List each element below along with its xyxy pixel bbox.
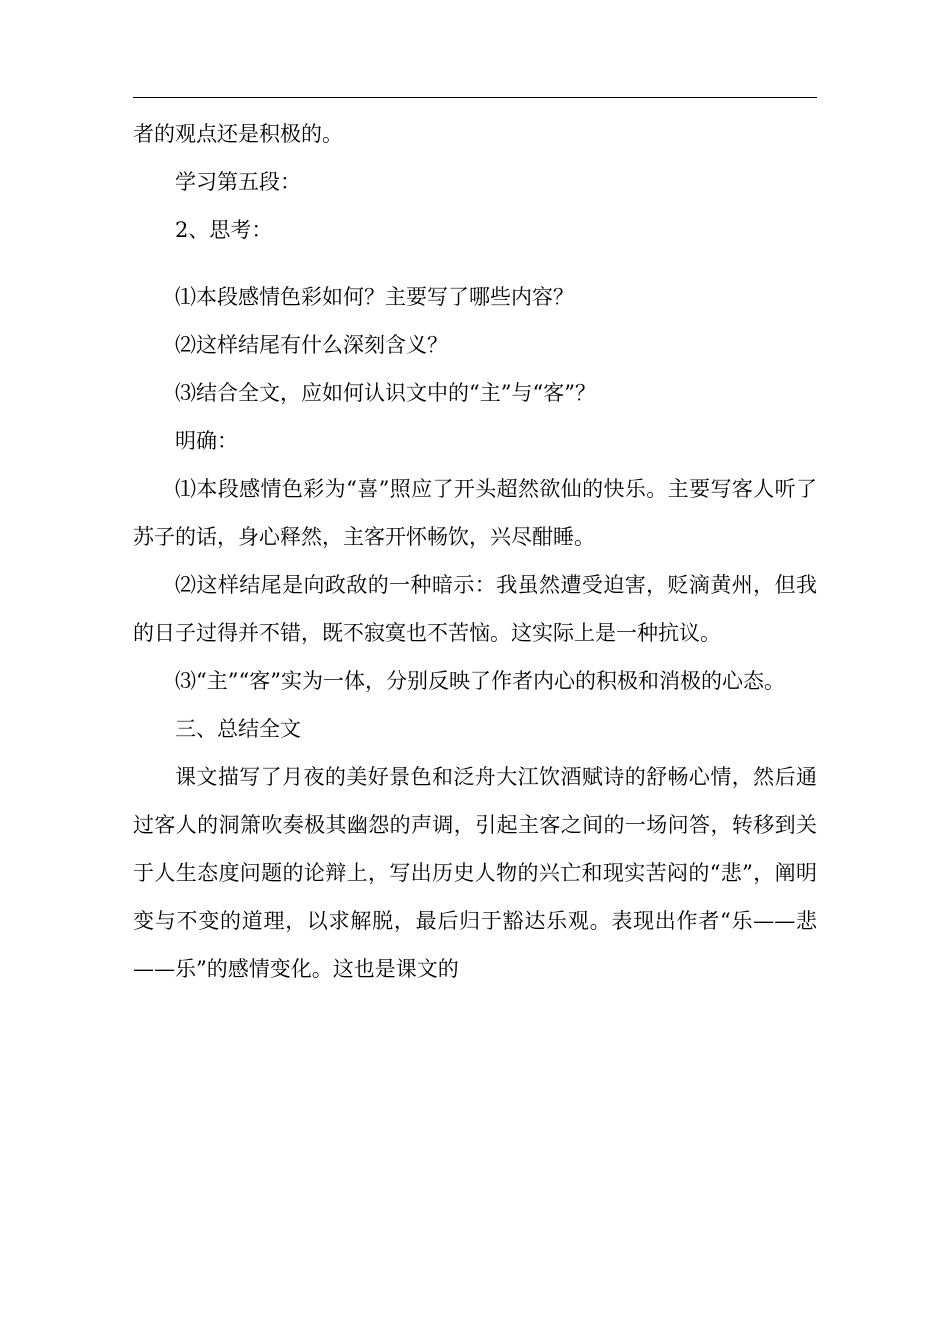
answer-2: ⑵这样结尾是向政敌的一种暗示：我虽然遭受迫害，贬滴黄州，但我的日子过得并不错，既不寂寞也不苦恼。这实际上是一种抗议。	[133, 573, 817, 645]
paragraph-continuation: 者的观点还是积极的。	[133, 122, 343, 146]
answer-heading: 明确：	[175, 429, 238, 453]
header-rule	[133, 97, 817, 98]
answer-3: ⑶“主”“客”实为一体，分别反映了作者内心的积极和消极的心态。	[175, 669, 785, 693]
document-body	[133, 110, 817, 993]
question-2: ⑵这样结尾有什么深刻含义？	[175, 333, 448, 357]
question-heading: 2、思考：	[175, 218, 273, 242]
summary-paragraph: 课文描写了月夜的美好景色和泛舟大江饮酒赋诗的舒畅心情，然后通过客人的洞箫吹奏极其幽怨的声调，引起主客之间的一场问答，转移到关于人生态度问题的论辩上，写出历史人物的兴亡和现实苦闷的“悲”，阐明变与不变的道理，以求解脱，最后归于豁达乐观。表现出作者“乐——悲——乐”的感情变化。这也是课文的	[133, 765, 817, 981]
section-heading-summary: 三、总结全文	[175, 717, 301, 741]
section-heading-fifth-paragraph: 学习第五段：	[175, 170, 301, 194]
question-3: ⑶结合全文，应如何认识文中的“主”与“客”？	[175, 381, 596, 405]
answer-1: ⑴本段感情色彩为“喜”照应了开头超然欲仙的快乐。主要写客人听了苏子的话，身心释然，主客开怀畅饮，兴尽酣睡。	[133, 477, 817, 549]
question-1: ⑴本段感情色彩如何？主要写了哪些内容？	[175, 285, 574, 309]
